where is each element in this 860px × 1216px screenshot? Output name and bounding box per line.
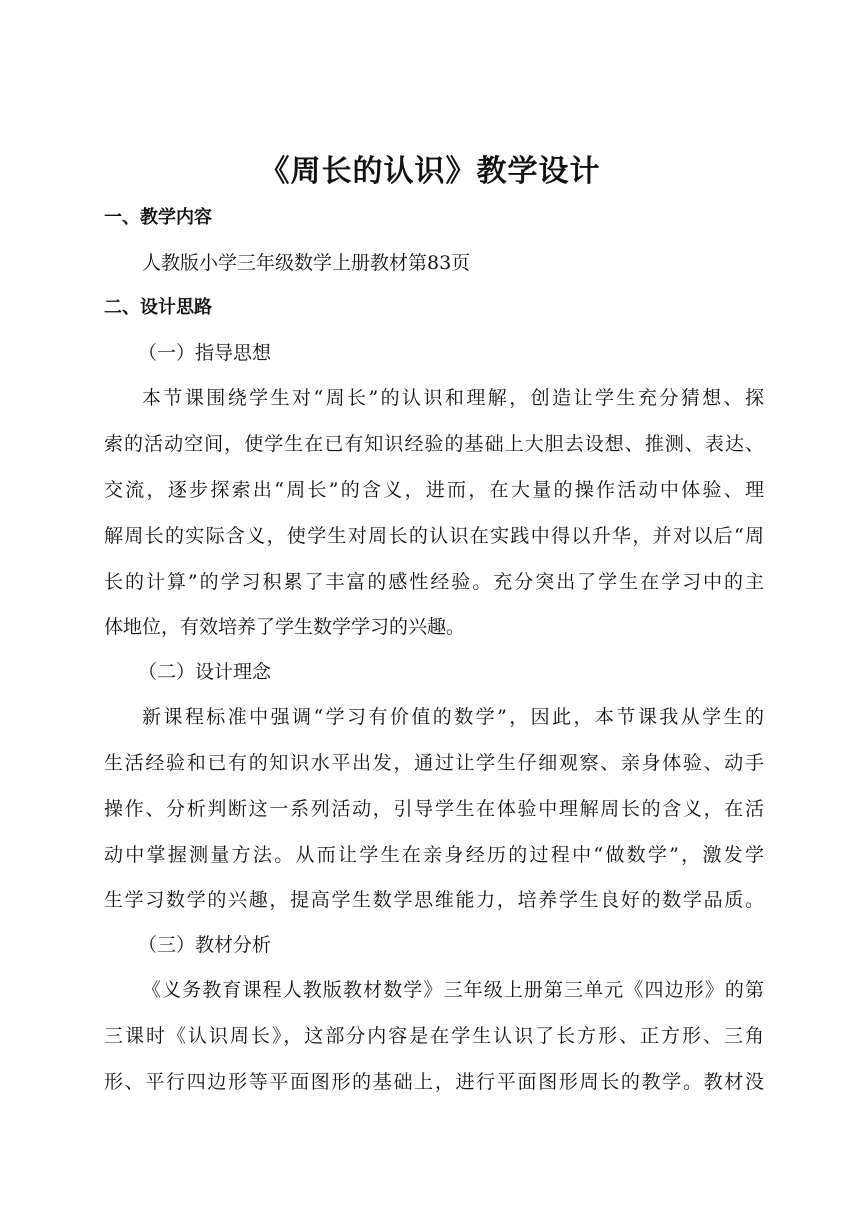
paragraph-line: 本节课围绕学生对“周长”的认识和理解，创造让学生充分猜想、探 [142,387,764,409]
paragraph-line: 操作、分析判断这一系列活动，引导学生在体验中理解周长的含义，在活 [104,798,764,820]
paragraph-line: 三课时《认识周长》，这部分内容是在学生认识了长方形、正方形、三角 [104,1025,764,1047]
paragraph-line: 体地位，有效培养了学生数学学习的兴趣。 [104,616,466,638]
section-text-teaching-content: 人教版小学三年级数学上册教材第83页 [142,252,471,274]
paragraph-line: 动中掌握测量方法。从而让学生在亲身经历的过程中“做数学”，激发学 [104,844,764,866]
paragraph-line: 《义务教育课程人教版教材数学》三年级上册第三单元《四边形》的第 [142,979,764,1001]
subsection-heading-guiding-thought: （一）指导思想 [138,342,272,364]
paragraph-line: 新课程标准中强调“学习有价值的数学”，因此，本节课我从学生的 [142,706,764,728]
paragraph-line: 解周长的实际含义，使学生对周长的认识在实践中得以升华，并对以后“周 [104,525,764,547]
subsection-heading-design-concept: （二）设计理念 [138,661,272,683]
section-heading-teaching-content: 一、教学内容 [104,207,212,228]
subsection-heading-textbook-analysis: （三）教材分析 [138,934,272,956]
paragraph-line: 交流，逐步探索出“周长”的含义，进而，在大量的操作活动中体验、理 [104,479,764,501]
paragraph-line: 索的活动空间，使学生在已有知识经验的基础上大胆去设想、推测、表达、 [104,433,764,455]
paragraph-line: 形、平行四边形等平面图形的基础上，进行平面图形周长的教学。教材没 [104,1071,764,1093]
paragraph-line: 生活经验和已有的知识水平出发，通过让学生仔细观察、亲身体验、动手 [104,752,764,774]
paragraph-line: 生学习数学的兴趣，提高学生数学思维能力，培养学生良好的数学品质。 [104,889,764,911]
paragraph-line: 长的计算”的学习积累了丰富的感性经验。充分突出了学生在学习中的主 [104,571,764,593]
document-title: 《周长的认识》教学设计 [259,154,601,189]
section-heading-design-ideas: 二、设计思路 [104,297,212,318]
